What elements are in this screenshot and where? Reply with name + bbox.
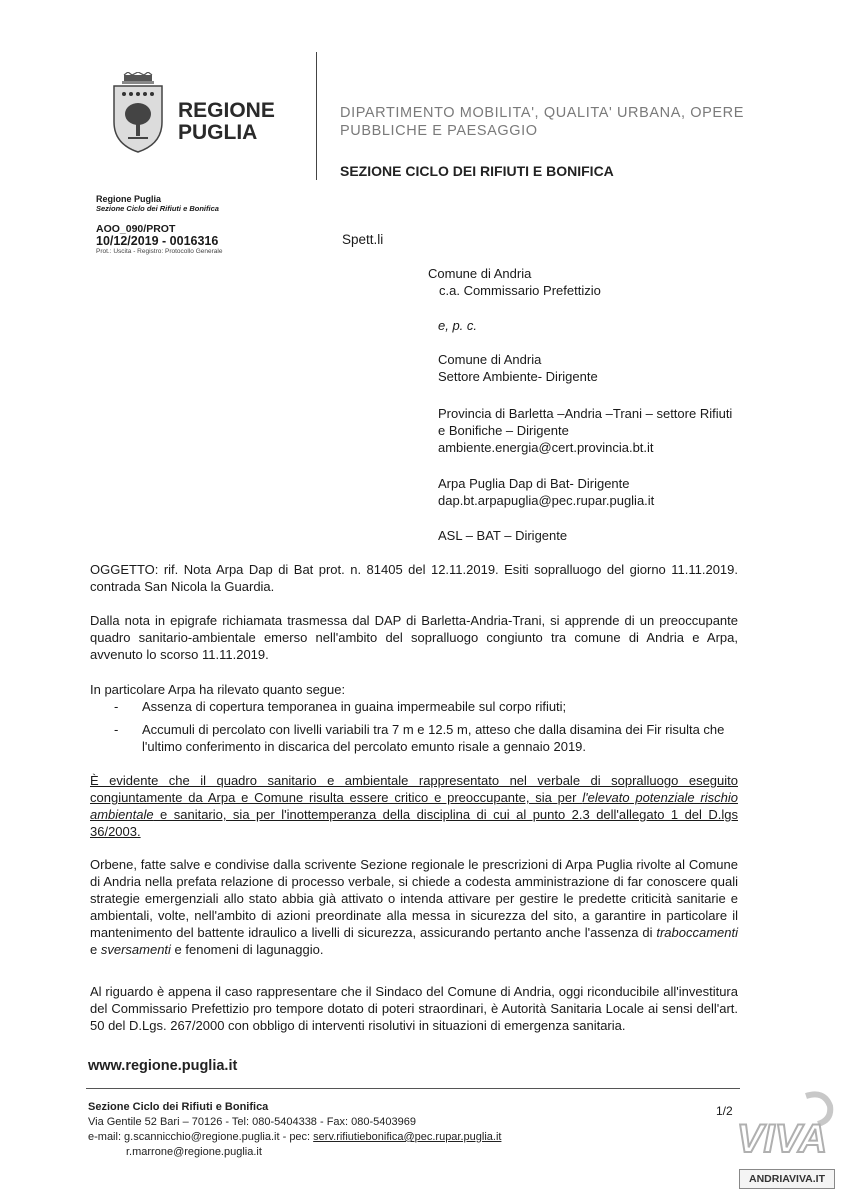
viva-watermark-site: ANDRIAVIVA.IT bbox=[739, 1169, 835, 1189]
protocol-section: Sezione Ciclo dei Rifiuti e Bonifica bbox=[96, 204, 219, 213]
department-name: DIPARTIMENTO MOBILITA', QUALITA' URBANA, OPERE PUBBLICHE E PAESAGGIO bbox=[340, 105, 745, 139]
region-name: REGIONE PUGLIA bbox=[178, 99, 275, 144]
subject-paragraph: OGGETTO: rif. Nota Arpa Dap di Bat prot. n. 81405 del 12.11.2019. Esiti sopralluogo del giorno 11.11.2019. contrada San Nicola la Guardia. bbox=[90, 562, 738, 594]
paragraph-1: Dalla nota in epigrafe richiamata trasmessa dal DAP di Barletta-Andria-Trani, si apprende di un preoccupante quadro sanitario-ambientale emerso nell'ambito del sopralluogo congiunto tra comune di Andria e Arpa, avvenuto lo scorso 11.11.2019. bbox=[90, 613, 738, 662]
addressee-provincia: Provincia di Barletta –Andria –Trani – settore Rifiuti e Bonifiche – Dirigente ambiente.energia@cert.provincia.bt.it bbox=[438, 406, 733, 455]
footer-title: Sezione Ciclo dei Rifiuti e Bonifica bbox=[88, 1101, 269, 1113]
addressee-comune-commissario: Comune di Andria c.a. Commissario Prefettizio bbox=[428, 266, 601, 298]
footer-email2[interactable]: r.marrone@regione.puglia.it bbox=[126, 1146, 262, 1158]
addressee-arpa: Arpa Puglia Dap di Bat- Dirigente dap.bt.arpapuglia@pec.rupar.puglia.it bbox=[438, 476, 655, 508]
svg-text:VIVA: VIVA bbox=[736, 1117, 828, 1161]
arpa-email[interactable]: dap.bt.arpapuglia@pec.rupar.puglia.it bbox=[438, 493, 655, 508]
paragraph-4: Orbene, fatte salve e condivise dalla scrivente Sezione regionale le prescrizioni di Arpa Puglia rivolte al Comune di Andria nella prefata relazione di processo verbale, si chiede a codesta amministrazione di far conoscere quali strategie emergenziali allo stato abbia già attivato o intenda attivare per gestire le predette criticità sanitarie e ambientali, volte, nell'ambito di azioni preordinate alla messa in sicurezza del sito, a garantire in particolare il mantenimento del battente idraulico a livelli di sicurezza, assicurando pertanto anche l'assenza di traboccamenti e sversamenti e fenomeni di lagunaggio. bbox=[90, 857, 738, 957]
protocol-register: Prot.: Uscita - Registro: Protocollo Generale bbox=[96, 248, 223, 255]
paragraph-5: Al riguardo è appena il caso rappresentare che il Sindaco del Comune di Andria, oggi riconducibile all'investitura del Commissario Prefettizio pro tempore dotato di poteri straordinari, è Autorità Sanitaria Locale ai sensi dell'art. 50 del D.Lgs. 267/2000 con obbligo di interventi risolutivi in situazioni di emergenza sanitaria. bbox=[90, 984, 738, 1033]
bullet-item: - Assenza di copertura temporanea in guaina impermeabile sul corpo rifiuti; bbox=[114, 699, 567, 714]
bullet-item: - Accumuli di percolato con livelli variabili tra 7 m e 12.5 m, atteso che dalla disamina dei Fir risulta che l'ultimo conferimento in discarica del percolato emunto risale a gennaio 2019. bbox=[114, 722, 725, 754]
footer-address: Via Gentile 52 Bari – 70126 - Tel: 080-5404338 - Fax: 080-5403969 bbox=[88, 1116, 416, 1128]
addressee-asl: ASL – BAT – Dirigente bbox=[438, 528, 568, 543]
regione-puglia-logo bbox=[106, 72, 170, 154]
footer-contact: Sezione Ciclo dei Rifiuti e Bonifica Via Gentile 52 Bari – 70126 - Tel: 080-5404338 - Fax: 080-5403969 e-mail: g.scannicchio@regione.puglia.it - pec: serv.rifiutiebonifica@pec.rupar.puglia.it r.marrone@regione.puglia.it bbox=[88, 1101, 502, 1158]
viva-watermark-logo bbox=[726, 1090, 838, 1168]
page-number: 1/2 bbox=[716, 1104, 733, 1118]
salutation: Spett.li bbox=[342, 232, 384, 247]
header-divider bbox=[316, 52, 317, 180]
section-title: SEZIONE CICLO DEI RIFIUTI E BONIFICA bbox=[340, 163, 614, 179]
footer-divider bbox=[86, 1088, 740, 1089]
paragraph-3: È evidente che il quadro sanitario e ambientale rappresentato nel verbale di sopralluogo eseguito congiuntamente da Arpa e Comune risulta essere critico e preoccupante, sia per l'elevato potenziale rischio ambientale e sanitario, sia per l'inottemperanza della disciplina di cui al punto 2.3 dell'allegato 1 del D.lgs 36/2003. bbox=[90, 773, 738, 839]
protocol-number: 10/12/2019 - 0016316 bbox=[96, 234, 219, 248]
protocol-code: AOO_090/PROT bbox=[96, 223, 176, 235]
protocol-stamp bbox=[96, 194, 222, 255]
paragraph-2-intro: In particolare Arpa ha rilevato quanto segue: bbox=[90, 682, 346, 697]
provincia-email[interactable]: ambiente.energia@cert.provincia.bt.it bbox=[438, 440, 654, 455]
pec-link[interactable]: serv.rifiutiebonifica@pec.rupar.puglia.it bbox=[313, 1131, 502, 1143]
epc-label: e, p. c. bbox=[438, 318, 478, 333]
protocol-org: Regione Puglia bbox=[96, 194, 162, 204]
website-link[interactable]: www.regione.puglia.it bbox=[88, 1058, 238, 1074]
addressee-comune-ambiente: Comune di Andria Settore Ambiente- Dirigente bbox=[438, 352, 598, 384]
